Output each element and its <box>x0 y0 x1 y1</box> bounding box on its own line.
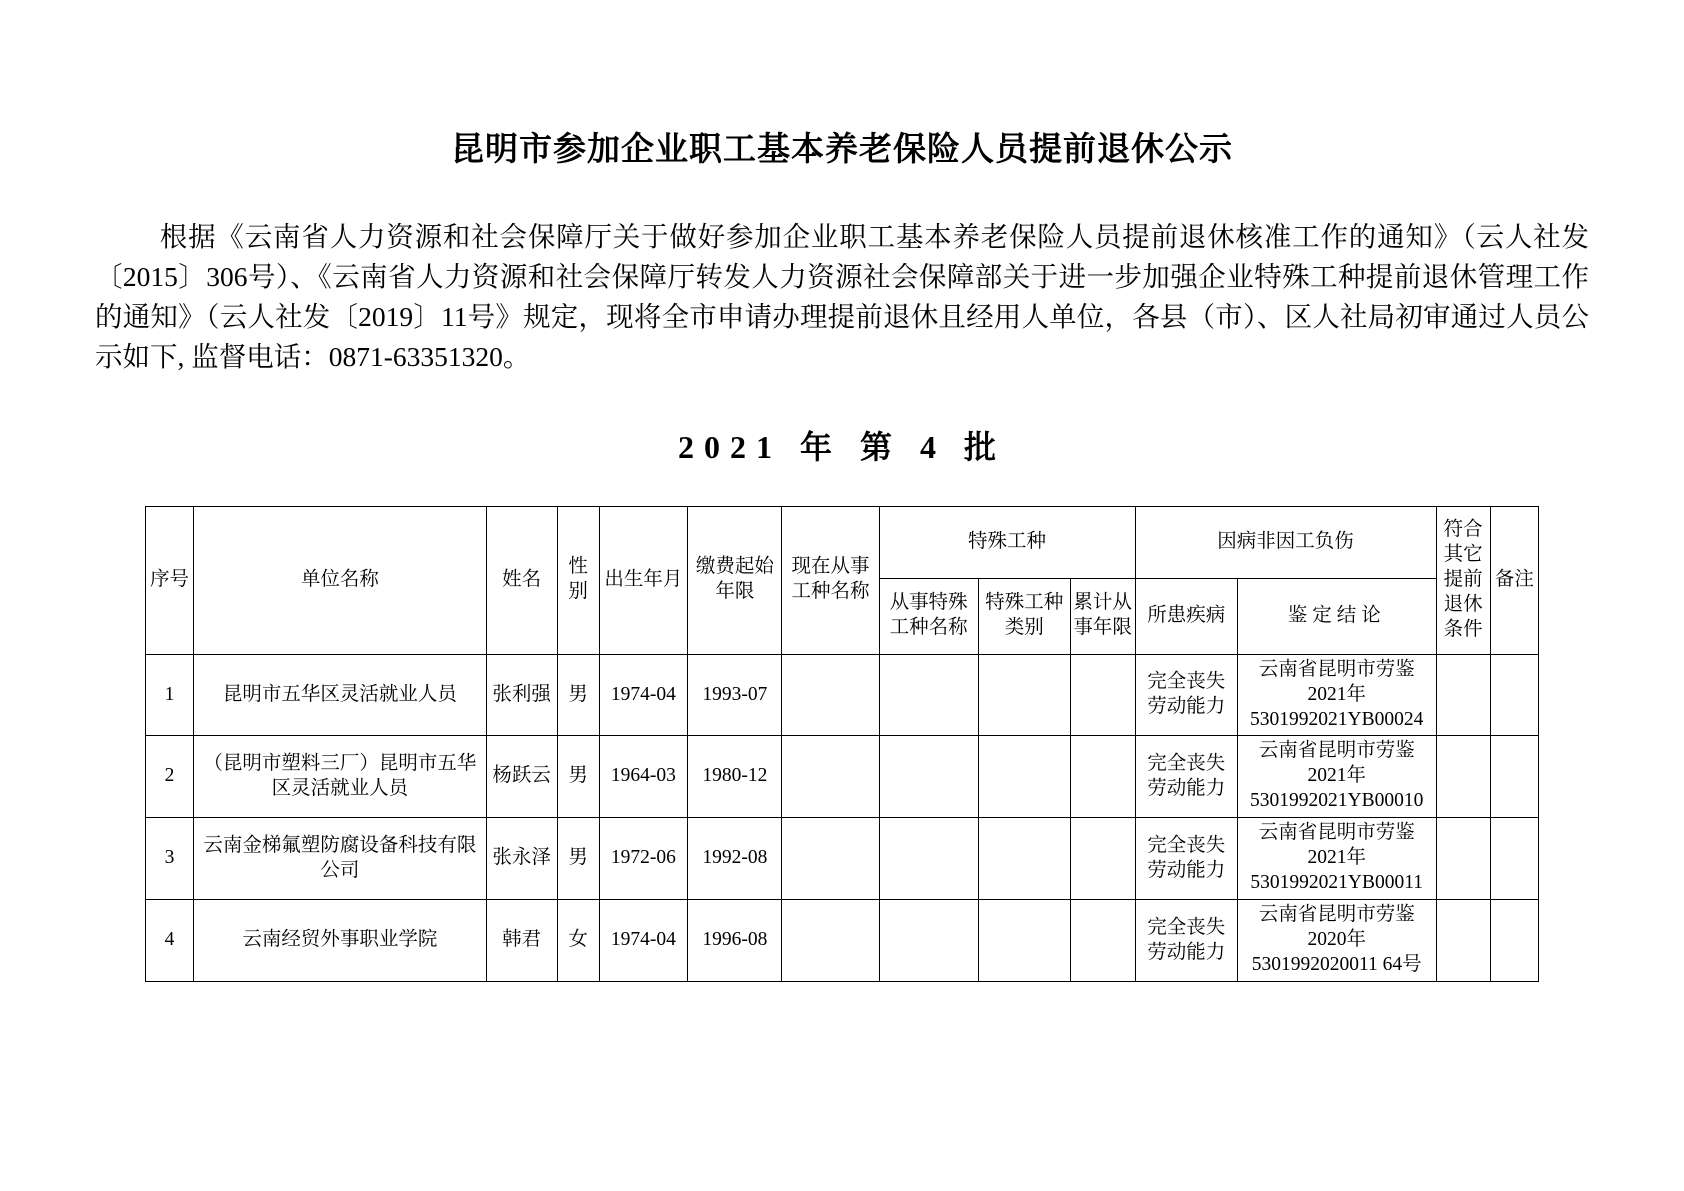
header-special-job-name: 从事特殊工种名称 <box>879 578 978 654</box>
cell-illness: 完全丧失劳动能力 <box>1135 900 1237 982</box>
header-other-conditions: 符合其它提前退休条件 <box>1436 506 1490 654</box>
cell-person_name: 张永泽 <box>486 818 557 900</box>
conclusion-line: 2021年 <box>1307 683 1366 705</box>
conclusion-line: 云南省昆明市劳鉴 <box>1258 822 1415 844</box>
cell-other_conditions <box>1436 654 1490 736</box>
conclusion-line: 5301992021YB00011 <box>1250 872 1424 894</box>
header-pay-start: 缴费起始年限 <box>688 506 782 654</box>
conclusion-line: 5301992021YB00024 <box>1250 708 1424 730</box>
cell-current_job <box>782 736 879 818</box>
roster-table-body <box>146 654 1539 981</box>
header-group-illness: 因病非因工负伤 <box>1135 506 1436 578</box>
table-row <box>146 818 1539 900</box>
header-remark: 备注 <box>1490 506 1538 654</box>
cell-conclusion <box>1237 818 1436 900</box>
header-row-top <box>146 506 1539 578</box>
cell-birth_date: 1972-06 <box>599 818 688 900</box>
cell-special_job_years <box>1070 736 1135 818</box>
header-person-name: 姓名 <box>486 506 557 654</box>
cell-special_job_name <box>879 900 978 982</box>
cell-special_job_name <box>879 654 978 736</box>
notice-body-text: 根据《云南省人力资源和社会保障厅关于做好参加企业职工基本养老保险人员提前退休核准工作的通知》（云人社发〔2015〕306号）、《云南省人力资源和社会保障厅转发人力资源社会保障部关于进一步加强企业特殊工种提前退休管理工作的通知》（云人社发〔2019〕11号》规定，现将全市申请办理提前退休且经用人单位，各县（市）、区人社局初审通过人员公示如下, 监督电话：0871-63351320。 <box>95 220 1589 372</box>
cell-seq: 4 <box>146 900 194 982</box>
cell-birth_date: 1964-03 <box>599 736 688 818</box>
table-row <box>146 736 1539 818</box>
conclusion-line: 5301992020011 64号 <box>1251 954 1422 976</box>
cell-special_job_years <box>1070 818 1135 900</box>
roster-table-wrap <box>95 468 1589 982</box>
cell-illness: 完全丧失劳动能力 <box>1135 736 1237 818</box>
cell-special_job_type <box>978 900 1070 982</box>
cell-remark <box>1490 818 1538 900</box>
conclusion-line: 云南省昆明市劳鉴 <box>1258 740 1415 762</box>
page-title: 昆明市参加企业职工基本养老保险人员提前退休公示 <box>451 132 1233 168</box>
header-unit-name: 单位名称 <box>194 506 487 654</box>
cell-seq: 3 <box>146 818 194 900</box>
conclusion-line: 2020年 <box>1307 929 1366 951</box>
conclusion-line: 5301992021YB00010 <box>1250 790 1424 812</box>
cell-person_name: 杨跃云 <box>486 736 557 818</box>
header-special-job-type: 特殊工种类别 <box>978 578 1070 654</box>
notice-body-paragraph <box>95 171 1589 377</box>
roster-table-head <box>146 506 1539 654</box>
cell-unit_name: （昆明市塑料三厂）昆明市五华区灵活就业人员 <box>194 736 487 818</box>
cell-person_name: 韩君 <box>486 900 557 982</box>
cell-remark <box>1490 654 1538 736</box>
cell-unit_name: 昆明市五华区灵活就业人员 <box>194 654 487 736</box>
cell-remark <box>1490 900 1538 982</box>
conclusion-line: 云南省昆明市劳鉴 <box>1258 904 1415 926</box>
cell-special_job_years <box>1070 900 1135 982</box>
cell-illness: 完全丧失劳动能力 <box>1135 654 1237 736</box>
cell-pay_start: 1992-08 <box>688 818 782 900</box>
roster-table <box>145 506 1539 982</box>
table-row <box>146 654 1539 736</box>
cell-current_job <box>782 818 879 900</box>
cell-other_conditions <box>1436 736 1490 818</box>
header-conclusion: 鉴定结论 <box>1237 578 1436 654</box>
cell-other_conditions <box>1436 818 1490 900</box>
batch-subtitle: 2021 年 第 4 批 <box>677 428 1006 465</box>
cell-sex: 男 <box>557 818 599 900</box>
cell-sex: 女 <box>557 900 599 982</box>
header-group-special-job: 特殊工种 <box>879 506 1135 578</box>
cell-sex: 男 <box>557 736 599 818</box>
cell-person_name: 张利强 <box>486 654 557 736</box>
cell-conclusion <box>1237 900 1436 982</box>
cell-conclusion <box>1237 736 1436 818</box>
cell-special_job_type <box>978 654 1070 736</box>
cell-current_job <box>782 900 879 982</box>
cell-remark <box>1490 736 1538 818</box>
cell-seq: 2 <box>146 736 194 818</box>
header-illness: 所患疾病 <box>1135 578 1237 654</box>
header-seq: 序号 <box>146 506 194 654</box>
cell-unit_name: 云南经贸外事职业学院 <box>194 900 487 982</box>
conclusion-line: 云南省昆明市劳鉴 <box>1258 658 1415 680</box>
cell-sex: 男 <box>557 654 599 736</box>
header-special-job-years: 累计从事年限 <box>1070 578 1135 654</box>
cell-birth_date: 1974-04 <box>599 654 688 736</box>
table-row <box>146 900 1539 982</box>
cell-pay_start: 1993-07 <box>688 654 782 736</box>
cell-special_job_type <box>978 736 1070 818</box>
cell-illness: 完全丧失劳动能力 <box>1135 818 1237 900</box>
cell-current_job <box>782 654 879 736</box>
header-birth-date: 出生年月 <box>599 506 688 654</box>
cell-pay_start: 1980-12 <box>688 736 782 818</box>
cell-pay_start: 1996-08 <box>688 900 782 982</box>
cell-unit_name: 云南金梯氟塑防腐设备科技有限公司 <box>194 818 487 900</box>
cell-seq: 1 <box>146 654 194 736</box>
cell-special_job_name <box>879 736 978 818</box>
cell-conclusion <box>1237 654 1436 736</box>
header-sex: 性别 <box>557 506 599 654</box>
cell-special_job_type <box>978 818 1070 900</box>
header-current-job: 现在从事工种名称 <box>782 506 879 654</box>
cell-special_job_name <box>879 818 978 900</box>
conclusion-line: 2021年 <box>1307 847 1366 869</box>
conclusion-line: 2021年 <box>1307 765 1366 787</box>
cell-other_conditions <box>1436 900 1490 982</box>
cell-special_job_years <box>1070 654 1135 736</box>
cell-birth_date: 1974-04 <box>599 900 688 982</box>
